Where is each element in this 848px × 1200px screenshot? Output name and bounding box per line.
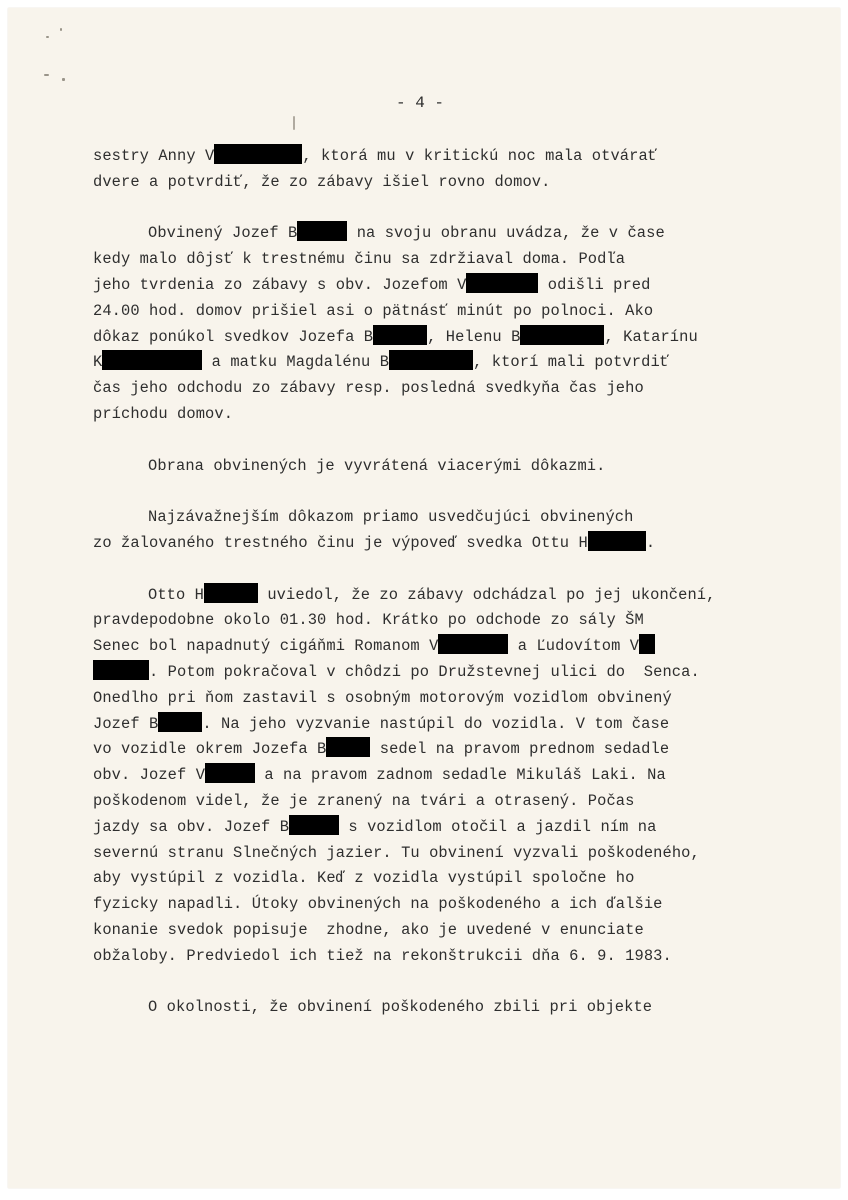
text-line	[93, 789, 793, 815]
paragraph-gap	[93, 970, 793, 996]
text-segment: , Katarínu	[604, 327, 698, 346]
text-segment: Najzávažnejším dôkazom priamo usvedčujúci obvinených	[148, 508, 634, 527]
text-segment: , ktorá mu v kritickú noc mala otvárať	[302, 147, 658, 165]
text-line	[93, 995, 793, 1021]
text-segment: Obrana obvinených je vyvrátená viacerými dôkazmi.	[148, 456, 606, 475]
text-line	[93, 221, 793, 247]
text-segment: obžaloby. Predviedol ich tiež na rekonštrukcii dňa 6. 9. 1983.	[93, 946, 672, 965]
paper-mark	[60, 28, 62, 31]
paper-mark	[44, 74, 49, 76]
text-line	[93, 660, 793, 686]
text-line	[93, 634, 793, 660]
paragraph	[93, 221, 793, 427]
redaction-bar	[289, 815, 339, 835]
paragraph	[93, 454, 793, 480]
redaction-bar	[158, 712, 202, 732]
text-line	[93, 841, 793, 867]
text-segment: pravdepodobne okolo 01.30 hod. Krátko po odchode zo sály ŠM	[93, 611, 644, 630]
redaction-bar	[466, 273, 538, 293]
text-segment: zo žalovaného trestného činu je výpoveď svedka Ottu H	[93, 533, 588, 552]
text-segment: dvere a potvrdiť, že zo zábavy išiel rovno domov.	[93, 172, 551, 191]
text-segment: konanie svedok popisuje zhodne, ako je uvedené v enunciate	[93, 920, 644, 939]
redaction-bar	[373, 325, 427, 345]
text-line	[93, 763, 793, 789]
text-segment: fyzicky napadli. Útoky obvinených na poškodeného a ich ďalšie	[93, 895, 663, 914]
text-segment: obv. Jozef V	[93, 766, 206, 785]
text-line	[93, 944, 793, 970]
text-segment: O okolnosti, že obvinení poškodeného zbili pri objekte	[148, 998, 653, 1017]
text-segment: jeho tvrdenia zo zábavy s obv. Jozefom V	[93, 275, 467, 294]
text-line	[93, 815, 793, 841]
redaction-bar	[214, 144, 302, 164]
text-segment: poškodenom videl, že je zranený na tvári a otrasený. Počas	[93, 791, 635, 810]
text-segment: K	[93, 353, 103, 372]
text-segment: a matku Magdalénu B	[202, 353, 390, 372]
text-line	[93, 918, 793, 944]
paragraph	[93, 144, 793, 196]
paragraph-gap	[93, 479, 793, 505]
paragraph-gap	[93, 196, 793, 222]
redaction-bar	[326, 737, 370, 757]
text-segment: s vozidlom otočil a jazdil ním na	[339, 817, 657, 836]
text-line	[93, 247, 793, 273]
text-segment: sestry Anny V	[93, 147, 215, 165]
text-segment: vo vozidle okrem Jozefa B	[93, 740, 327, 759]
text-segment: Obvinený Jozef B	[148, 224, 298, 243]
redaction-bar	[389, 350, 473, 370]
paragraph	[93, 995, 793, 1021]
text-line	[93, 892, 793, 918]
paper-mark	[62, 78, 65, 81]
redaction-bar	[204, 583, 258, 603]
text-line	[93, 376, 793, 402]
text-line	[93, 144, 793, 170]
redaction-bar	[520, 325, 604, 345]
text-segment: jazdy sa obv. Jozef B	[93, 817, 290, 836]
text-line	[93, 531, 793, 557]
text-segment: .	[645, 533, 656, 552]
text-line	[93, 712, 793, 738]
text-segment: Otto H	[148, 585, 205, 604]
paper-mark	[46, 36, 49, 38]
text-segment: Onedlho pri ňom zastavil s osobným motorovým vozidlom obvinený	[93, 688, 672, 707]
text-line	[93, 299, 793, 325]
text-segment: odišli pred	[538, 275, 651, 294]
text-segment: aby vystúpil z vozidla. Keď z vozidla vystúpil spoločne ho	[93, 869, 635, 888]
paragraph-gap	[93, 557, 793, 583]
text-line	[93, 866, 793, 892]
text-segment: príchodu domov.	[93, 404, 234, 423]
paragraph	[93, 583, 793, 970]
redaction-bar	[297, 221, 347, 241]
text-segment: čas jeho odchodu zo zábavy resp. posledná svedkyňa čas jeho	[93, 379, 644, 398]
text-line	[93, 350, 793, 376]
text-line	[93, 402, 793, 428]
text-segment: , Helenu B	[427, 327, 521, 346]
redaction-bar	[639, 634, 655, 654]
text-segment: dôkaz ponúkol svedkov Jozefa B	[93, 327, 374, 346]
text-segment: 24.00 hod. domov prišiel asi o pätnásť minút po polnoci. Ako	[93, 301, 654, 320]
text-segment: a Ľudovítom V	[508, 637, 640, 656]
text-segment: uviedol, že zo zábavy odchádzal po jej ukončení,	[258, 585, 716, 604]
text-segment: kedy malo dôjsť k trestnému činu sa zdržiaval doma. Podľa	[93, 250, 626, 269]
text-line	[93, 737, 793, 763]
text-line	[93, 454, 793, 480]
redaction-bar	[438, 634, 508, 654]
text-line	[93, 505, 793, 531]
text-segment: . Potom pokračoval v chôdzi po Družstevnej ulici do Senca.	[149, 662, 700, 681]
page-number: - 4 -	[396, 94, 445, 112]
text-line	[93, 170, 793, 196]
text-segment: na svoju obranu uvádza, že v čase	[347, 224, 665, 243]
text-line	[93, 608, 793, 634]
text-line	[93, 686, 793, 712]
paragraph-gap	[93, 428, 793, 454]
text-line	[93, 325, 793, 351]
text-segment: severnú stranu Slnečných jazier. Tu obvinení vyzvali poškodeného,	[93, 843, 700, 862]
paper-mark	[293, 116, 295, 130]
text-segment: a na pravom zadnom sedadle Mikuláš Laki. Na	[255, 766, 666, 785]
document-body	[93, 144, 793, 1021]
redaction-bar	[93, 660, 149, 680]
text-line	[93, 583, 793, 609]
text-line	[93, 273, 793, 299]
text-segment: Senec bol napadnutý cigáňmi Romanom V	[93, 637, 439, 656]
text-segment: , ktorí mali potvrdiť	[473, 353, 670, 372]
redaction-bar	[102, 350, 202, 370]
redaction-bar	[588, 531, 646, 551]
text-segment: . Na jeho vyzvanie nastúpil do vozidla. V tom čase	[202, 714, 670, 733]
paragraph	[93, 505, 793, 557]
redaction-bar	[205, 763, 255, 783]
text-segment: Jozef B	[93, 714, 159, 733]
text-segment: sedel na pravom prednom sedadle	[370, 740, 670, 759]
